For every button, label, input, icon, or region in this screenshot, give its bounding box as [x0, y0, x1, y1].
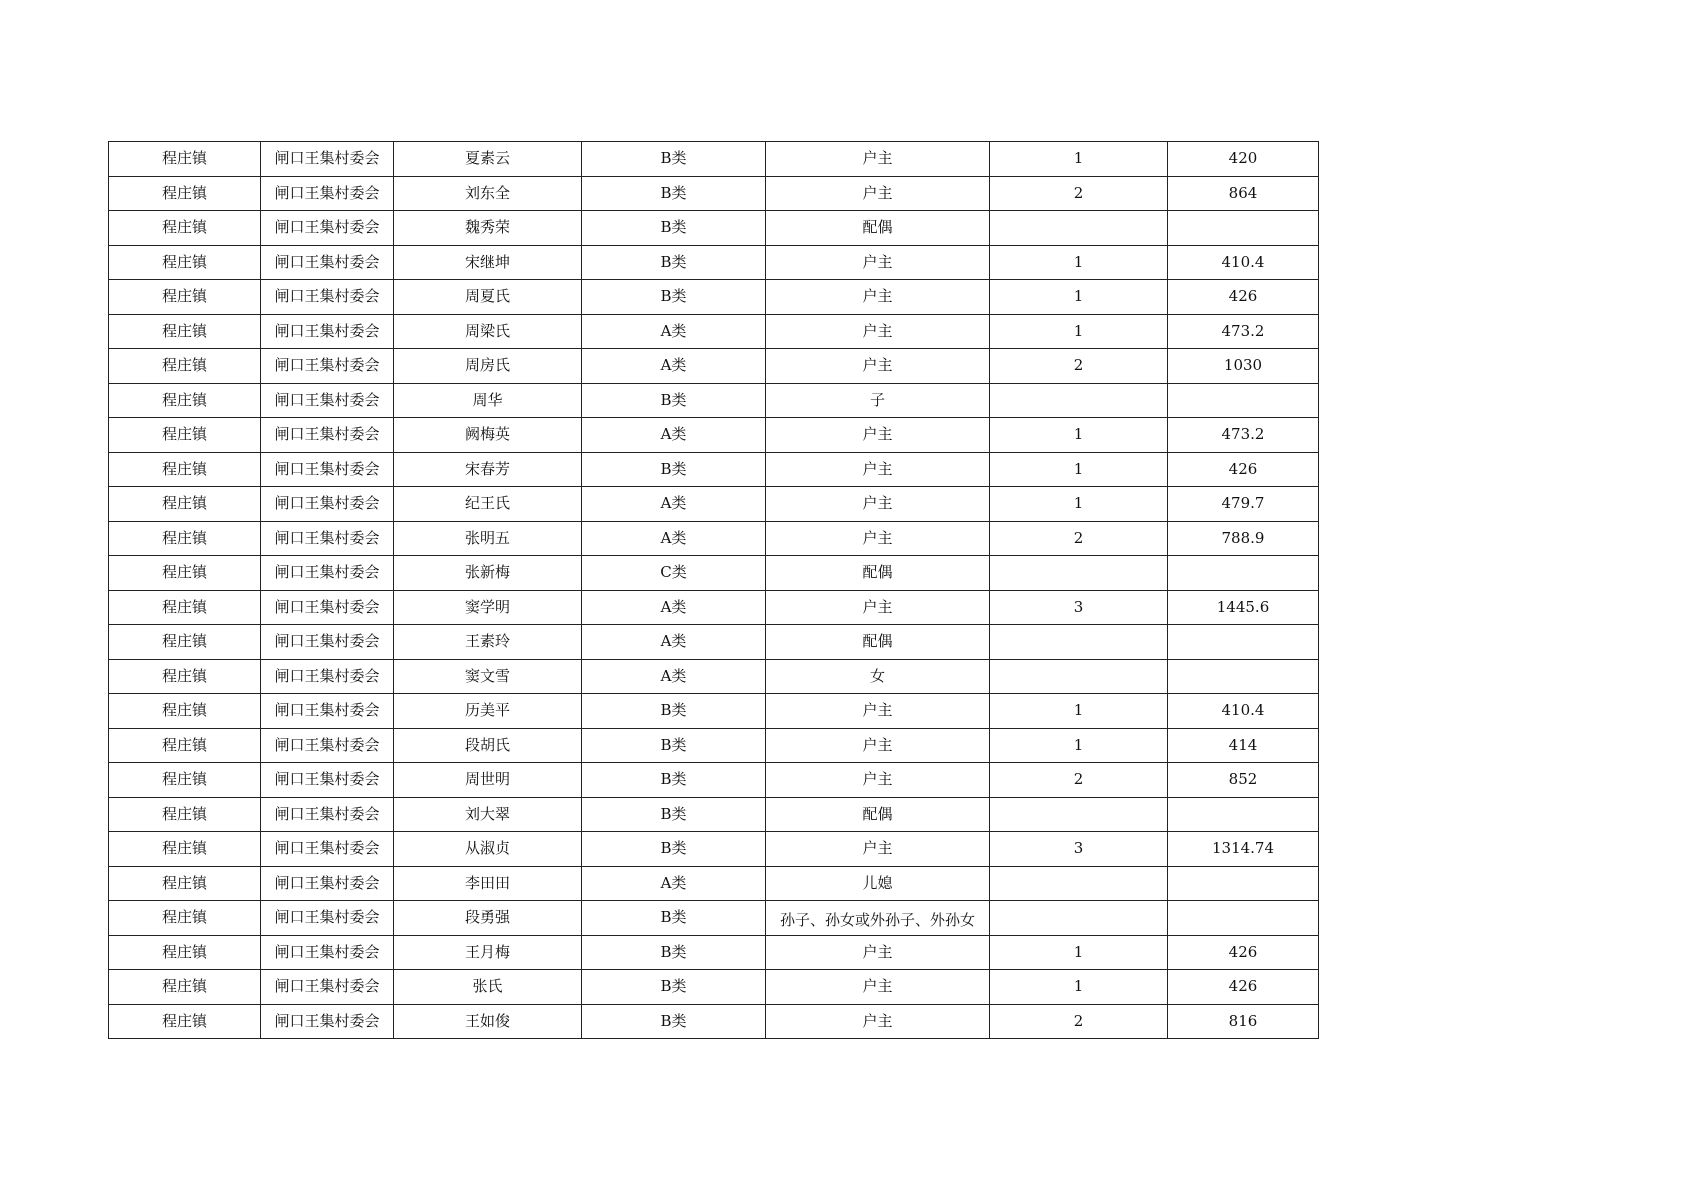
person-name-cell: 魏秀荣 [394, 211, 582, 246]
category-cell: A类 [582, 314, 766, 349]
village-committee-cell: 闸口王集村委会 [261, 832, 394, 867]
village-committee-cell: 闸口王集村委会 [261, 142, 394, 177]
amount-cell: 410.4 [1168, 694, 1319, 729]
amount-cell: 410.4 [1168, 245, 1319, 280]
relationship-cell: 户主 [766, 418, 990, 453]
town-cell: 程庄镇 [109, 625, 261, 660]
table-row [109, 280, 1319, 315]
amount-cell: 1314.74 [1168, 832, 1319, 867]
table-row [109, 349, 1319, 384]
table-row [109, 383, 1319, 418]
household-size-cell: 2 [990, 176, 1168, 211]
amount-cell: 473.2 [1168, 314, 1319, 349]
category-cell: A类 [582, 418, 766, 453]
relationship-cell: 户主 [766, 832, 990, 867]
relationship-cell: 户主 [766, 694, 990, 729]
category-cell: A类 [582, 521, 766, 556]
person-name-cell: 宋春芳 [394, 452, 582, 487]
table-row [109, 245, 1319, 280]
amount-cell: 479.7 [1168, 487, 1319, 522]
person-name-cell: 刘大翠 [394, 797, 582, 832]
household-size-cell: 1 [990, 728, 1168, 763]
town-cell: 程庄镇 [109, 211, 261, 246]
relationship-cell: 户主 [766, 970, 990, 1005]
category-cell: A类 [582, 590, 766, 625]
village-committee-cell: 闸口王集村委会 [261, 314, 394, 349]
amount-cell: 426 [1168, 970, 1319, 1005]
relationship-cell: 户主 [766, 487, 990, 522]
town-cell: 程庄镇 [109, 418, 261, 453]
category-cell: B类 [582, 728, 766, 763]
household-size-cell: 1 [990, 935, 1168, 970]
category-cell: B类 [582, 797, 766, 832]
category-cell: A类 [582, 625, 766, 660]
category-cell: C类 [582, 556, 766, 591]
household-size-cell: 1 [990, 694, 1168, 729]
amount-cell: 426 [1168, 935, 1319, 970]
village-committee-cell: 闸口王集村委会 [261, 556, 394, 591]
category-cell: A类 [582, 866, 766, 901]
relationship-cell: 子 [766, 383, 990, 418]
household-size-cell [990, 901, 1168, 936]
household-size-cell [990, 211, 1168, 246]
town-cell: 程庄镇 [109, 694, 261, 729]
town-cell: 程庄镇 [109, 797, 261, 832]
household-size-cell: 2 [990, 763, 1168, 798]
household-size-cell [990, 659, 1168, 694]
town-cell: 程庄镇 [109, 176, 261, 211]
village-committee-cell: 闸口王集村委会 [261, 521, 394, 556]
amount-cell: 1445.6 [1168, 590, 1319, 625]
category-cell: A类 [582, 349, 766, 384]
category-cell: B类 [582, 935, 766, 970]
household-size-cell: 3 [990, 832, 1168, 867]
household-size-cell: 1 [990, 314, 1168, 349]
person-name-cell: 李田田 [394, 866, 582, 901]
household-size-cell: 2 [990, 1004, 1168, 1039]
household-size-cell: 1 [990, 970, 1168, 1005]
relationship-cell: 户主 [766, 935, 990, 970]
household-size-cell: 1 [990, 452, 1168, 487]
person-name-cell: 阙梅英 [394, 418, 582, 453]
category-cell: B类 [582, 694, 766, 729]
table-row [109, 901, 1319, 936]
table-row [109, 728, 1319, 763]
amount-cell [1168, 901, 1319, 936]
amount-cell: 420 [1168, 142, 1319, 177]
relationship-cell: 儿媳 [766, 866, 990, 901]
person-name-cell: 夏素云 [394, 142, 582, 177]
amount-cell: 852 [1168, 763, 1319, 798]
relationship-cell: 配偶 [766, 797, 990, 832]
town-cell: 程庄镇 [109, 521, 261, 556]
village-committee-cell: 闸口王集村委会 [261, 590, 394, 625]
relationship-cell: 户主 [766, 452, 990, 487]
amount-cell [1168, 383, 1319, 418]
village-committee-cell: 闸口王集村委会 [261, 1004, 394, 1039]
person-name-cell: 王月梅 [394, 935, 582, 970]
household-size-cell: 1 [990, 487, 1168, 522]
person-name-cell: 张氏 [394, 970, 582, 1005]
household-size-cell: 1 [990, 418, 1168, 453]
person-name-cell: 周梁氏 [394, 314, 582, 349]
relationship-cell: 户主 [766, 176, 990, 211]
village-committee-cell: 闸口王集村委会 [261, 625, 394, 660]
person-name-cell: 纪王氏 [394, 487, 582, 522]
village-committee-cell: 闸口王集村委会 [261, 487, 394, 522]
village-committee-cell: 闸口王集村委会 [261, 901, 394, 936]
category-cell: B类 [582, 211, 766, 246]
category-cell: B类 [582, 142, 766, 177]
person-name-cell: 段勇强 [394, 901, 582, 936]
village-committee-cell: 闸口王集村委会 [261, 176, 394, 211]
village-committee-cell: 闸口王集村委会 [261, 797, 394, 832]
amount-cell: 816 [1168, 1004, 1319, 1039]
table-body [109, 142, 1319, 1039]
person-name-cell: 王素玲 [394, 625, 582, 660]
amount-cell: 426 [1168, 452, 1319, 487]
category-cell: B类 [582, 970, 766, 1005]
relationship-cell: 户主 [766, 349, 990, 384]
household-size-cell: 1 [990, 245, 1168, 280]
category-cell: A类 [582, 487, 766, 522]
town-cell: 程庄镇 [109, 590, 261, 625]
household-size-cell: 1 [990, 142, 1168, 177]
amount-cell: 1030 [1168, 349, 1319, 384]
category-cell: B类 [582, 832, 766, 867]
person-name-cell: 周房氏 [394, 349, 582, 384]
category-cell: B类 [582, 383, 766, 418]
relationship-cell: 户主 [766, 521, 990, 556]
table-row [109, 694, 1319, 729]
person-name-cell: 周华 [394, 383, 582, 418]
amount-cell: 864 [1168, 176, 1319, 211]
village-committee-cell: 闸口王集村委会 [261, 728, 394, 763]
table-row [109, 521, 1319, 556]
amount-cell: 473.2 [1168, 418, 1319, 453]
relationship-cell: 户主 [766, 280, 990, 315]
relationship-cell: 户主 [766, 142, 990, 177]
relationship-cell [766, 901, 990, 936]
beneficiary-table [108, 141, 1319, 1039]
village-committee-cell: 闸口王集村委会 [261, 418, 394, 453]
relationship-cell: 配偶 [766, 625, 990, 660]
town-cell: 程庄镇 [109, 349, 261, 384]
category-cell: A类 [582, 659, 766, 694]
amount-cell: 426 [1168, 280, 1319, 315]
relationship-cell: 户主 [766, 590, 990, 625]
person-name-cell: 历美平 [394, 694, 582, 729]
table-row [109, 590, 1319, 625]
household-size-cell [990, 383, 1168, 418]
table-row [109, 556, 1319, 591]
household-size-cell [990, 556, 1168, 591]
amount-cell [1168, 659, 1319, 694]
village-committee-cell: 闸口王集村委会 [261, 935, 394, 970]
town-cell: 程庄镇 [109, 142, 261, 177]
town-cell: 程庄镇 [109, 245, 261, 280]
person-name-cell: 周世明 [394, 763, 582, 798]
town-cell: 程庄镇 [109, 970, 261, 1005]
town-cell: 程庄镇 [109, 866, 261, 901]
table-row [109, 970, 1319, 1005]
village-committee-cell: 闸口王集村委会 [261, 211, 394, 246]
village-committee-cell: 闸口王集村委会 [261, 970, 394, 1005]
town-cell: 程庄镇 [109, 935, 261, 970]
table-row [109, 763, 1319, 798]
amount-cell [1168, 797, 1319, 832]
table-row [109, 797, 1319, 832]
table-row [109, 866, 1319, 901]
amount-cell: 788.9 [1168, 521, 1319, 556]
amount-cell [1168, 866, 1319, 901]
town-cell: 程庄镇 [109, 901, 261, 936]
table-row [109, 176, 1319, 211]
household-size-cell [990, 797, 1168, 832]
table-row [109, 487, 1319, 522]
village-committee-cell: 闸口王集村委会 [261, 763, 394, 798]
table-row [109, 1004, 1319, 1039]
table-row [109, 142, 1319, 177]
category-cell: B类 [582, 280, 766, 315]
relationship-cell: 户主 [766, 728, 990, 763]
amount-cell [1168, 211, 1319, 246]
village-committee-cell: 闸口王集村委会 [261, 245, 394, 280]
village-committee-cell: 闸口王集村委会 [261, 452, 394, 487]
category-cell: B类 [582, 452, 766, 487]
person-name-cell: 王如俊 [394, 1004, 582, 1039]
amount-cell [1168, 556, 1319, 591]
table-row [109, 935, 1319, 970]
village-committee-cell: 闸口王集村委会 [261, 694, 394, 729]
village-committee-cell: 闸口王集村委会 [261, 280, 394, 315]
person-name-cell: 段胡氏 [394, 728, 582, 763]
village-committee-cell: 闸口王集村委会 [261, 383, 394, 418]
table-row [109, 211, 1319, 246]
person-name-cell: 从淑贞 [394, 832, 582, 867]
relationship-text: 孙子、孙女或外孙子、外孙女 [779, 910, 975, 929]
town-cell: 程庄镇 [109, 383, 261, 418]
relationship-cell: 配偶 [766, 211, 990, 246]
household-size-cell: 1 [990, 280, 1168, 315]
person-name-cell: 窦文雪 [394, 659, 582, 694]
town-cell: 程庄镇 [109, 314, 261, 349]
person-name-cell: 宋继坤 [394, 245, 582, 280]
relationship-cell: 户主 [766, 1004, 990, 1039]
village-committee-cell: 闸口王集村委会 [261, 659, 394, 694]
relationship-cell: 配偶 [766, 556, 990, 591]
town-cell: 程庄镇 [109, 763, 261, 798]
table-row [109, 659, 1319, 694]
amount-cell [1168, 625, 1319, 660]
village-committee-cell: 闸口王集村委会 [261, 349, 394, 384]
table-row [109, 625, 1319, 660]
person-name-cell: 刘东全 [394, 176, 582, 211]
town-cell: 程庄镇 [109, 556, 261, 591]
relationship-cell: 女 [766, 659, 990, 694]
town-cell: 程庄镇 [109, 452, 261, 487]
town-cell: 程庄镇 [109, 728, 261, 763]
amount-cell: 414 [1168, 728, 1319, 763]
relationship-cell: 户主 [766, 245, 990, 280]
category-cell: B类 [582, 1004, 766, 1039]
category-cell: B类 [582, 763, 766, 798]
household-size-cell [990, 625, 1168, 660]
person-name-cell: 窦学明 [394, 590, 582, 625]
town-cell: 程庄镇 [109, 487, 261, 522]
category-cell: B类 [582, 245, 766, 280]
spreadsheet-page [108, 141, 1319, 1039]
town-cell: 程庄镇 [109, 1004, 261, 1039]
person-name-cell: 张新梅 [394, 556, 582, 591]
category-cell: B类 [582, 176, 766, 211]
relationship-cell: 户主 [766, 314, 990, 349]
relationship-cell: 户主 [766, 763, 990, 798]
household-size-cell: 2 [990, 521, 1168, 556]
table-row [109, 452, 1319, 487]
table-row [109, 418, 1319, 453]
table-row [109, 314, 1319, 349]
household-size-cell: 2 [990, 349, 1168, 384]
category-cell: B类 [582, 901, 766, 936]
town-cell: 程庄镇 [109, 280, 261, 315]
household-size-cell: 3 [990, 590, 1168, 625]
person-name-cell: 张明五 [394, 521, 582, 556]
table-row [109, 832, 1319, 867]
town-cell: 程庄镇 [109, 659, 261, 694]
person-name-cell: 周夏氏 [394, 280, 582, 315]
household-size-cell [990, 866, 1168, 901]
village-committee-cell: 闸口王集村委会 [261, 866, 394, 901]
town-cell: 程庄镇 [109, 832, 261, 867]
